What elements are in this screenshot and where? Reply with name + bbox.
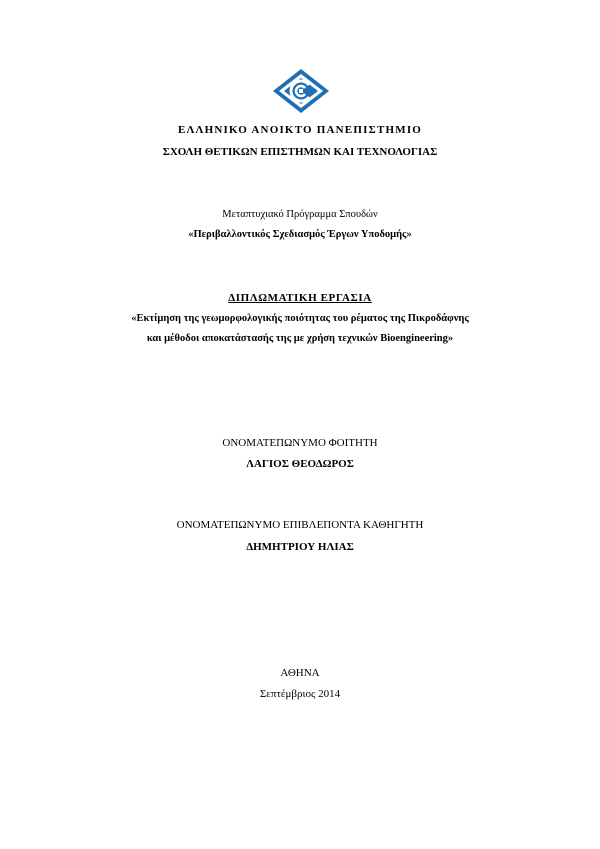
university-name: ΕΛΛΗΝΙΚΟ ΑΝΟΙΚΤΟ ΠΑΝΕΠΙΣΤΗΜΙΟ — [177, 124, 423, 136]
thesis-type: ΔΙΠΛΩΜΑΤΙΚΗ ΕΡΓΑΣΙΑ — [228, 292, 372, 304]
school-name: ΣΧΟΛΗ ΘΕΤΙΚΩΝ ΕΠΙΣΤΗΜΩΝ ΚΑΙ ΤΕΧΝΟΛΟΓΙΑΣ — [162, 146, 438, 158]
thesis-title-line1: «Εκτίμηση της γεωμορφολογικής ποιότητας του ρέματος της Πικροδάφνης — [131, 313, 469, 324]
university-seal-icon — [271, 68, 331, 114]
program-label: Μεταπτυχιακό Πρόγραμμα Σπουδών — [222, 209, 378, 220]
student-name: ΛΑΓΙΟΣ ΘΕΟΔΩΡΟΣ — [246, 458, 354, 470]
student-label: ΟΝΟΜΑΤΕΠΩΝΥΜΟ ΦΟΙΤΗΤΗ — [222, 437, 378, 449]
program-name: «Περιβαλλοντικός Σχεδιασμός Έργων Υποδομής» — [188, 229, 412, 240]
supervisor-label: ΟΝΟΜΑΤΕΠΩΝΥΜΟ ΕΠΙΒΛΕΠΟΝΤΑ ΚΑΘΗΓΗΤΗ — [176, 519, 424, 531]
city: ΑΘΗΝΑ — [280, 667, 320, 679]
date: Σεπτέμβριος 2014 — [259, 688, 341, 700]
supervisor-name: ΔΗΜΗΤΡΙΟΥ ΗΛΙΑΣ — [246, 541, 354, 553]
thesis-title-line2: και μέθοδοι αποκατάστασής της με χρήση τεχνικών Bioengineering» — [146, 333, 454, 344]
